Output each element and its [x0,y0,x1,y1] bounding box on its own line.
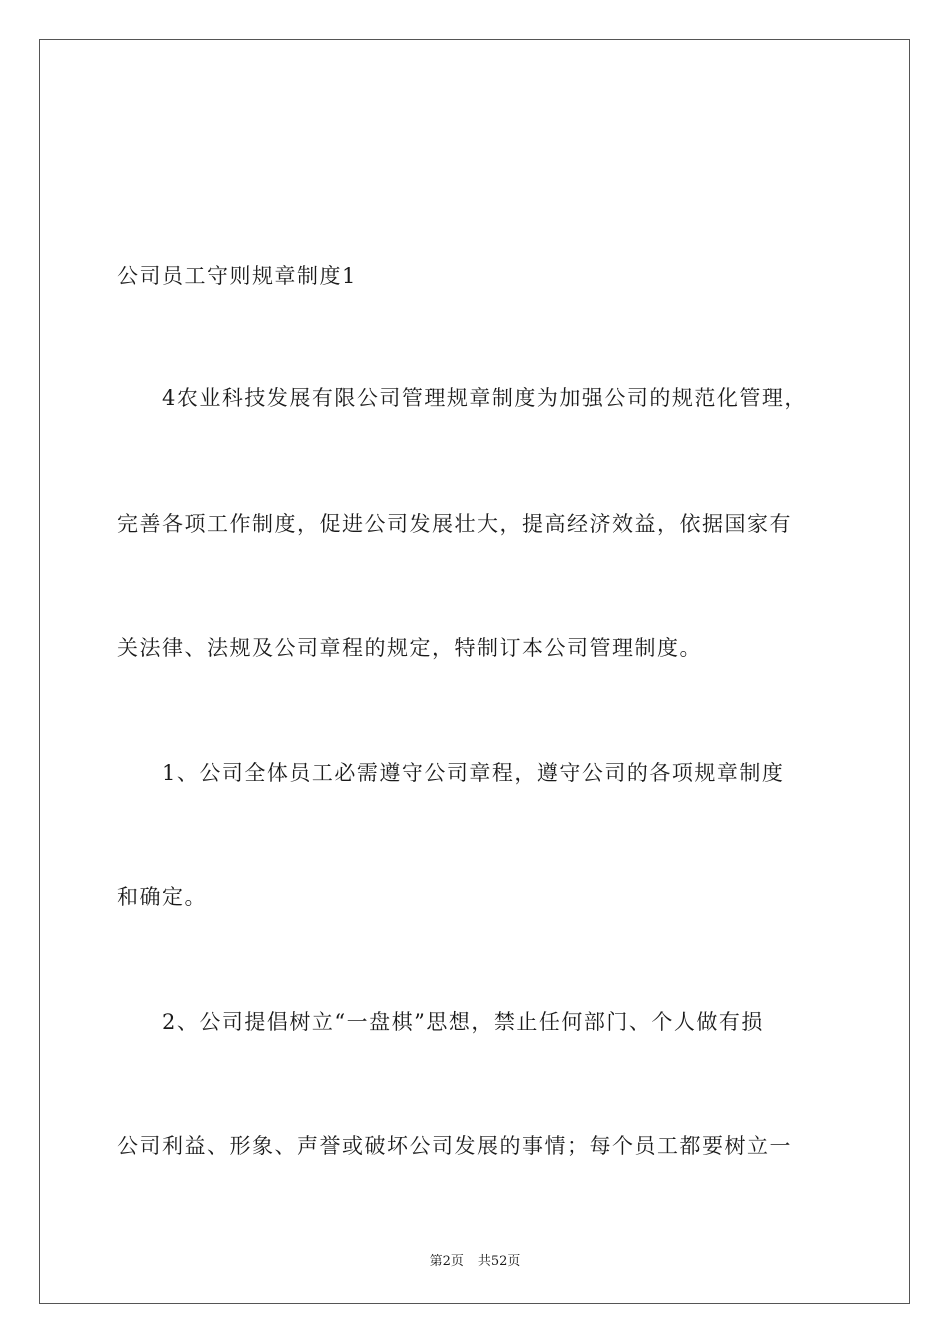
paragraph-line: 公司利益、形象、声誉或破坏公司发展的事情；每个员工都要树立一 [117,1134,792,1158]
document-title: 公司员工守则规章制度1 [117,264,357,288]
paragraph-line: 关法律、法规及公司章程的规定，特制订本公司管理制度。 [117,636,702,660]
paragraph-line: 完善各项工作制度，促进公司发展壮大，提高经济效益，依据国家有 [117,512,792,536]
paragraph-line: 1、公司全体员工必需遵守公司章程，遵守公司的各项规章制度 [162,761,785,785]
page-number-total: 共52页 [477,1254,521,1269]
page-border [39,39,910,1304]
paragraph-line: 和确定。 [117,885,207,909]
page-number-current: 第2页 [429,1254,464,1269]
paragraph-line: 4农业科技发展有限公司管理规章制度为加强公司的规范化管理， [162,386,807,410]
page-footer [0,1250,950,1269]
paragraph-line: 2、公司提倡树立“一盘棋”思想，禁止任何部门、个人做有损 [162,1010,764,1034]
